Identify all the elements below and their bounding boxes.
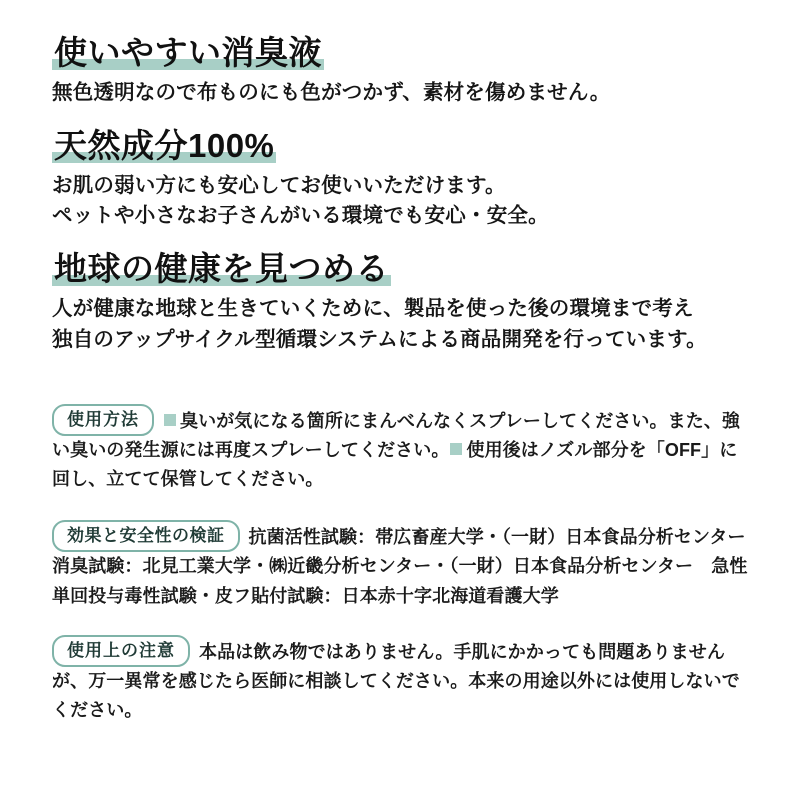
spacer [52, 374, 754, 404]
section-heading: 地球の健康を見つめる [54, 250, 389, 288]
block-usage-text [52, 404, 754, 495]
block-verification-body: 抗菌活性試験：帯広畜産大学・（一財）日本食品分析センター 消臭試験：北見工業大学・㈱近畿分析センター・（一財）日本食品分析センター 急性単回投与毒性試験・皮フ貼付試験：日本赤十字北海道看護大学 [52, 527, 764, 606]
block-verification [52, 520, 764, 611]
block-verification-text [52, 520, 764, 611]
block-cautions-text [52, 635, 754, 726]
section-body-line: 独自のアップサイクル型循環システムによる商品開発を行っています。 [52, 327, 707, 351]
section-body-line: お肌の弱い方にも安心してお使いいただけます。 [52, 173, 506, 197]
section-earth-health [52, 250, 754, 355]
block-usage-text-part2: 使用後はノズル部分を「OFF」に回し、立てて保管してください。 [52, 439, 738, 489]
block-cautions [52, 635, 754, 726]
block-usage-text-part1: 臭いが気になる箇所にまんべんなくスプレーしてください。また、強い臭いの発生源には再度スプレーしてください。 [52, 410, 741, 460]
section-heading: 天然成分100% [54, 126, 275, 164]
block-cautions-tag: 使用上の注意 [52, 635, 190, 667]
section-body-line: ペットや小さなお子さんがいる環境でも安心・安全。 [52, 204, 549, 228]
square-bullet-icon [164, 414, 176, 426]
block-verification-tag: 効果と安全性の検証 [52, 520, 240, 552]
section-easy-to-use [52, 34, 754, 109]
section-natural-ingredients [52, 127, 754, 232]
section-heading: 使いやすい消臭液 [54, 34, 322, 71]
square-bullet-icon [450, 443, 462, 455]
section-body-line: 無色透明なので布ものにも色がつかず、素材を傷めません。 [52, 80, 611, 104]
block-usage [52, 404, 754, 495]
block-cautions-body: 本品は飲み物ではありません。手肌にかかっても問題ありませんが、万一異常を感じたら医師に相談してください。本来の用途以外には使用しないでください。 [52, 641, 740, 721]
block-usage-tag: 使用方法 [52, 404, 154, 436]
section-body-line: 人が健康な地球と生きていくために、製品を使った後の環境まで考え [52, 297, 694, 321]
